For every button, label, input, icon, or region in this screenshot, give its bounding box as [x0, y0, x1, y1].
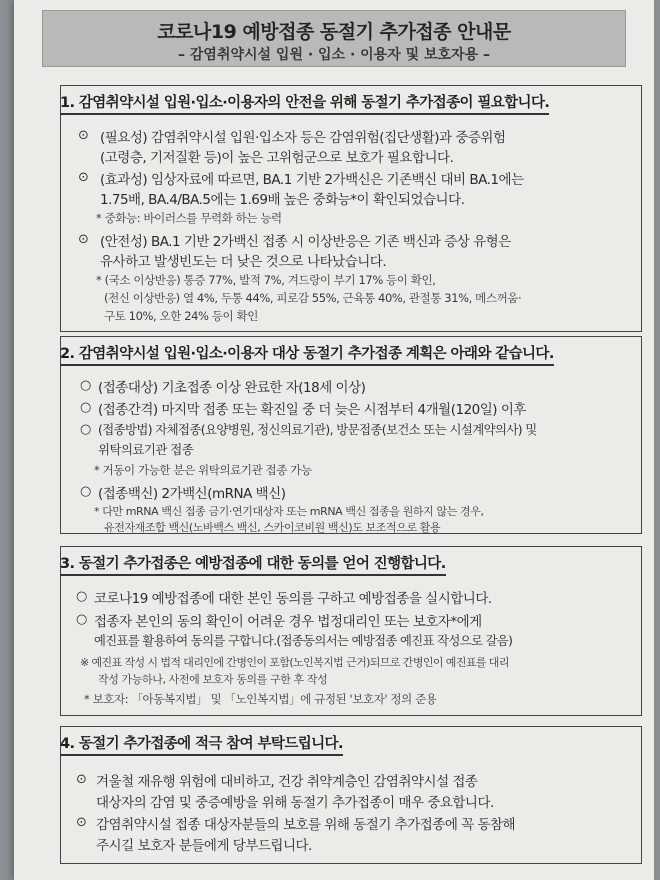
- section-2-footnote: * 다만 mRNA 백신 접종 금기·연기대상자 또는 mRNA 백신 접종을 원하지 않는 경우,: [94, 505, 484, 518]
- section-1-bullet-3: ⊙: [78, 232, 89, 247]
- section-3-bullet-1: ○: [76, 589, 88, 604]
- section-3-line: 예진표를 활용하여 동의를 구합니다.(접종동의서는 예방접종 예진표 작성으로 갈음): [94, 634, 513, 648]
- section-3-footnote: * 보호자: 「아동복지법」 및 「노인복지법」에 규정된 '보호자' 정의 준용: [84, 692, 437, 706]
- section-4-bullet-1: ⊙: [76, 772, 87, 787]
- section-1-footnote: (전신 이상반응) 열 4%, 두통 44%, 피로감 55%, 근육통 40%, 관절통 31%, 메스꺼움·: [104, 291, 522, 305]
- section-2-line: 위탁의료기관 접종: [98, 442, 194, 457]
- section-2-line: (접종간격) 마지막 접종 또는 확진일 중 더 늦은 시점부터 4개월(120일) 이후: [98, 402, 526, 418]
- section-1-footnote: * (국소 이상반응) 통증 77%, 발적 7%, 겨드랑이 부기 17% 등이 확인,: [96, 273, 436, 287]
- section-1-line: 유사하고 발생빈도는 더 낮은 것으로 나타났습니다.: [100, 254, 387, 270]
- section-4-line: 감염취약시설 접종 대상자분들의 보호를 위해 동절기 추가접종에 꼭 동참해: [96, 817, 516, 833]
- section-4-line: 주시길 보호자 분들에게 당부드립니다.: [96, 838, 312, 854]
- section-2-bullet-2: ○: [80, 400, 92, 415]
- section-3-footnote: ※ 예진표 작성 시 법적 대리인에 간병인이 포함(노인복지법 근거)되므로 간병인이 예진표를 대리: [80, 656, 509, 669]
- document-subtitle: – 감염취약시설 입원 · 입소 · 이용자 및 보호자용 –: [178, 47, 490, 63]
- section-3-line: 코로나19 예방접종에 대한 본인 동의를 구하고 예방접종을 실시합니다.: [94, 591, 492, 607]
- section-1-line: (효과성) 임상자료에 따르면, BA.1 기반 2가백신은 기존백신 대비 BA.1에는: [100, 172, 524, 188]
- section-4-bullet-2: ⊙: [76, 815, 87, 830]
- section-3-footnote: 작성 가능하나, 사전에 보호자 동의를 구한 후 작성: [98, 673, 328, 686]
- section-2-bullet-3: ○: [80, 422, 92, 437]
- notice-paper: [14, 0, 654, 880]
- section-1-line: (안전성) BA.1 기반 2가백신 접종 시 이상반응은 기존 백신과 증상 유형은: [100, 234, 511, 250]
- section-2-bullet-1: ○: [80, 378, 92, 393]
- section-3-heading: 3. 동절기 추가접종은 예방접종에 대한 동의를 얻어 진행합니다.: [60, 552, 446, 576]
- section-4-heading: 4. 동절기 추가접종에 적극 참여 부탁드립니다.: [60, 732, 343, 756]
- section-1-line: 1.75배, BA.4/BA.5에는 1.69배 높은 중화능*이 확인되었습니다.: [100, 192, 465, 208]
- section-2-footnote: 유전자재조합 백신(노바백스 백신, 스카이코비원 백신)도 보조적으로 활용: [104, 521, 441, 534]
- section-1-line: (필요성) 감염취약시설 입원·입소자 등은 감염위험(집단생활)과 중증위험: [100, 130, 506, 146]
- section-2-line: (접종방법) 자체접종(요양병원, 정신의료기관), 방문접종(보건소 또는 시설계약의사) 및: [98, 422, 537, 437]
- section-1-bullet-2: ⊙: [78, 170, 89, 185]
- section-1-footnote: 구토 10%, 오한 24% 등이 확인: [104, 309, 258, 323]
- title-banner: [42, 10, 626, 67]
- section-2-bullet-4: ○: [80, 484, 92, 499]
- section-4-line: 겨울철 재유행 위험에 대비하고, 건강 취약계층인 감염취약시설 접종: [96, 774, 478, 790]
- section-1-footnote: * 중화능: 바이러스를 무력화 하는 능력: [96, 211, 282, 225]
- section-3-line: 접종자 본인의 동의 확인이 어려운 경우 법정대리인 또는 보호자*에게: [94, 614, 482, 630]
- section-2-heading: 2. 감염취약시설 입원·입소·이용자 대상 동절기 추가접종 계획은 아래와 같습니다.: [60, 342, 554, 366]
- section-1-bullet-1: ⊙: [78, 128, 89, 143]
- section-2-footnote: * 거동이 가능한 분은 위탁의료기관 접종 가능: [94, 463, 312, 477]
- section-3-bullet-2: ○: [76, 612, 88, 627]
- section-2-line: (접종백신) 2가백신(mRNA 백신): [98, 486, 286, 502]
- section-1-line: (고령층, 기저질환 등)이 높은 고위험군으로 보호가 필요합니다.: [100, 150, 454, 166]
- document-title: 코로나19 예방접종 동절기 추가접종 안내문: [157, 21, 511, 43]
- section-2-line: (접종대상) 기초접종 이상 완료한 자(18세 이상): [98, 380, 366, 396]
- section-4-line: 대상자의 감염 및 중증예방을 위해 동절기 추가접종이 매우 중요합니다.: [96, 795, 494, 811]
- section-1-heading: 1. 감염취약시설 입원·입소·이용자의 안전을 위해 동절기 추가접종이 필요합니다.: [60, 91, 549, 115]
